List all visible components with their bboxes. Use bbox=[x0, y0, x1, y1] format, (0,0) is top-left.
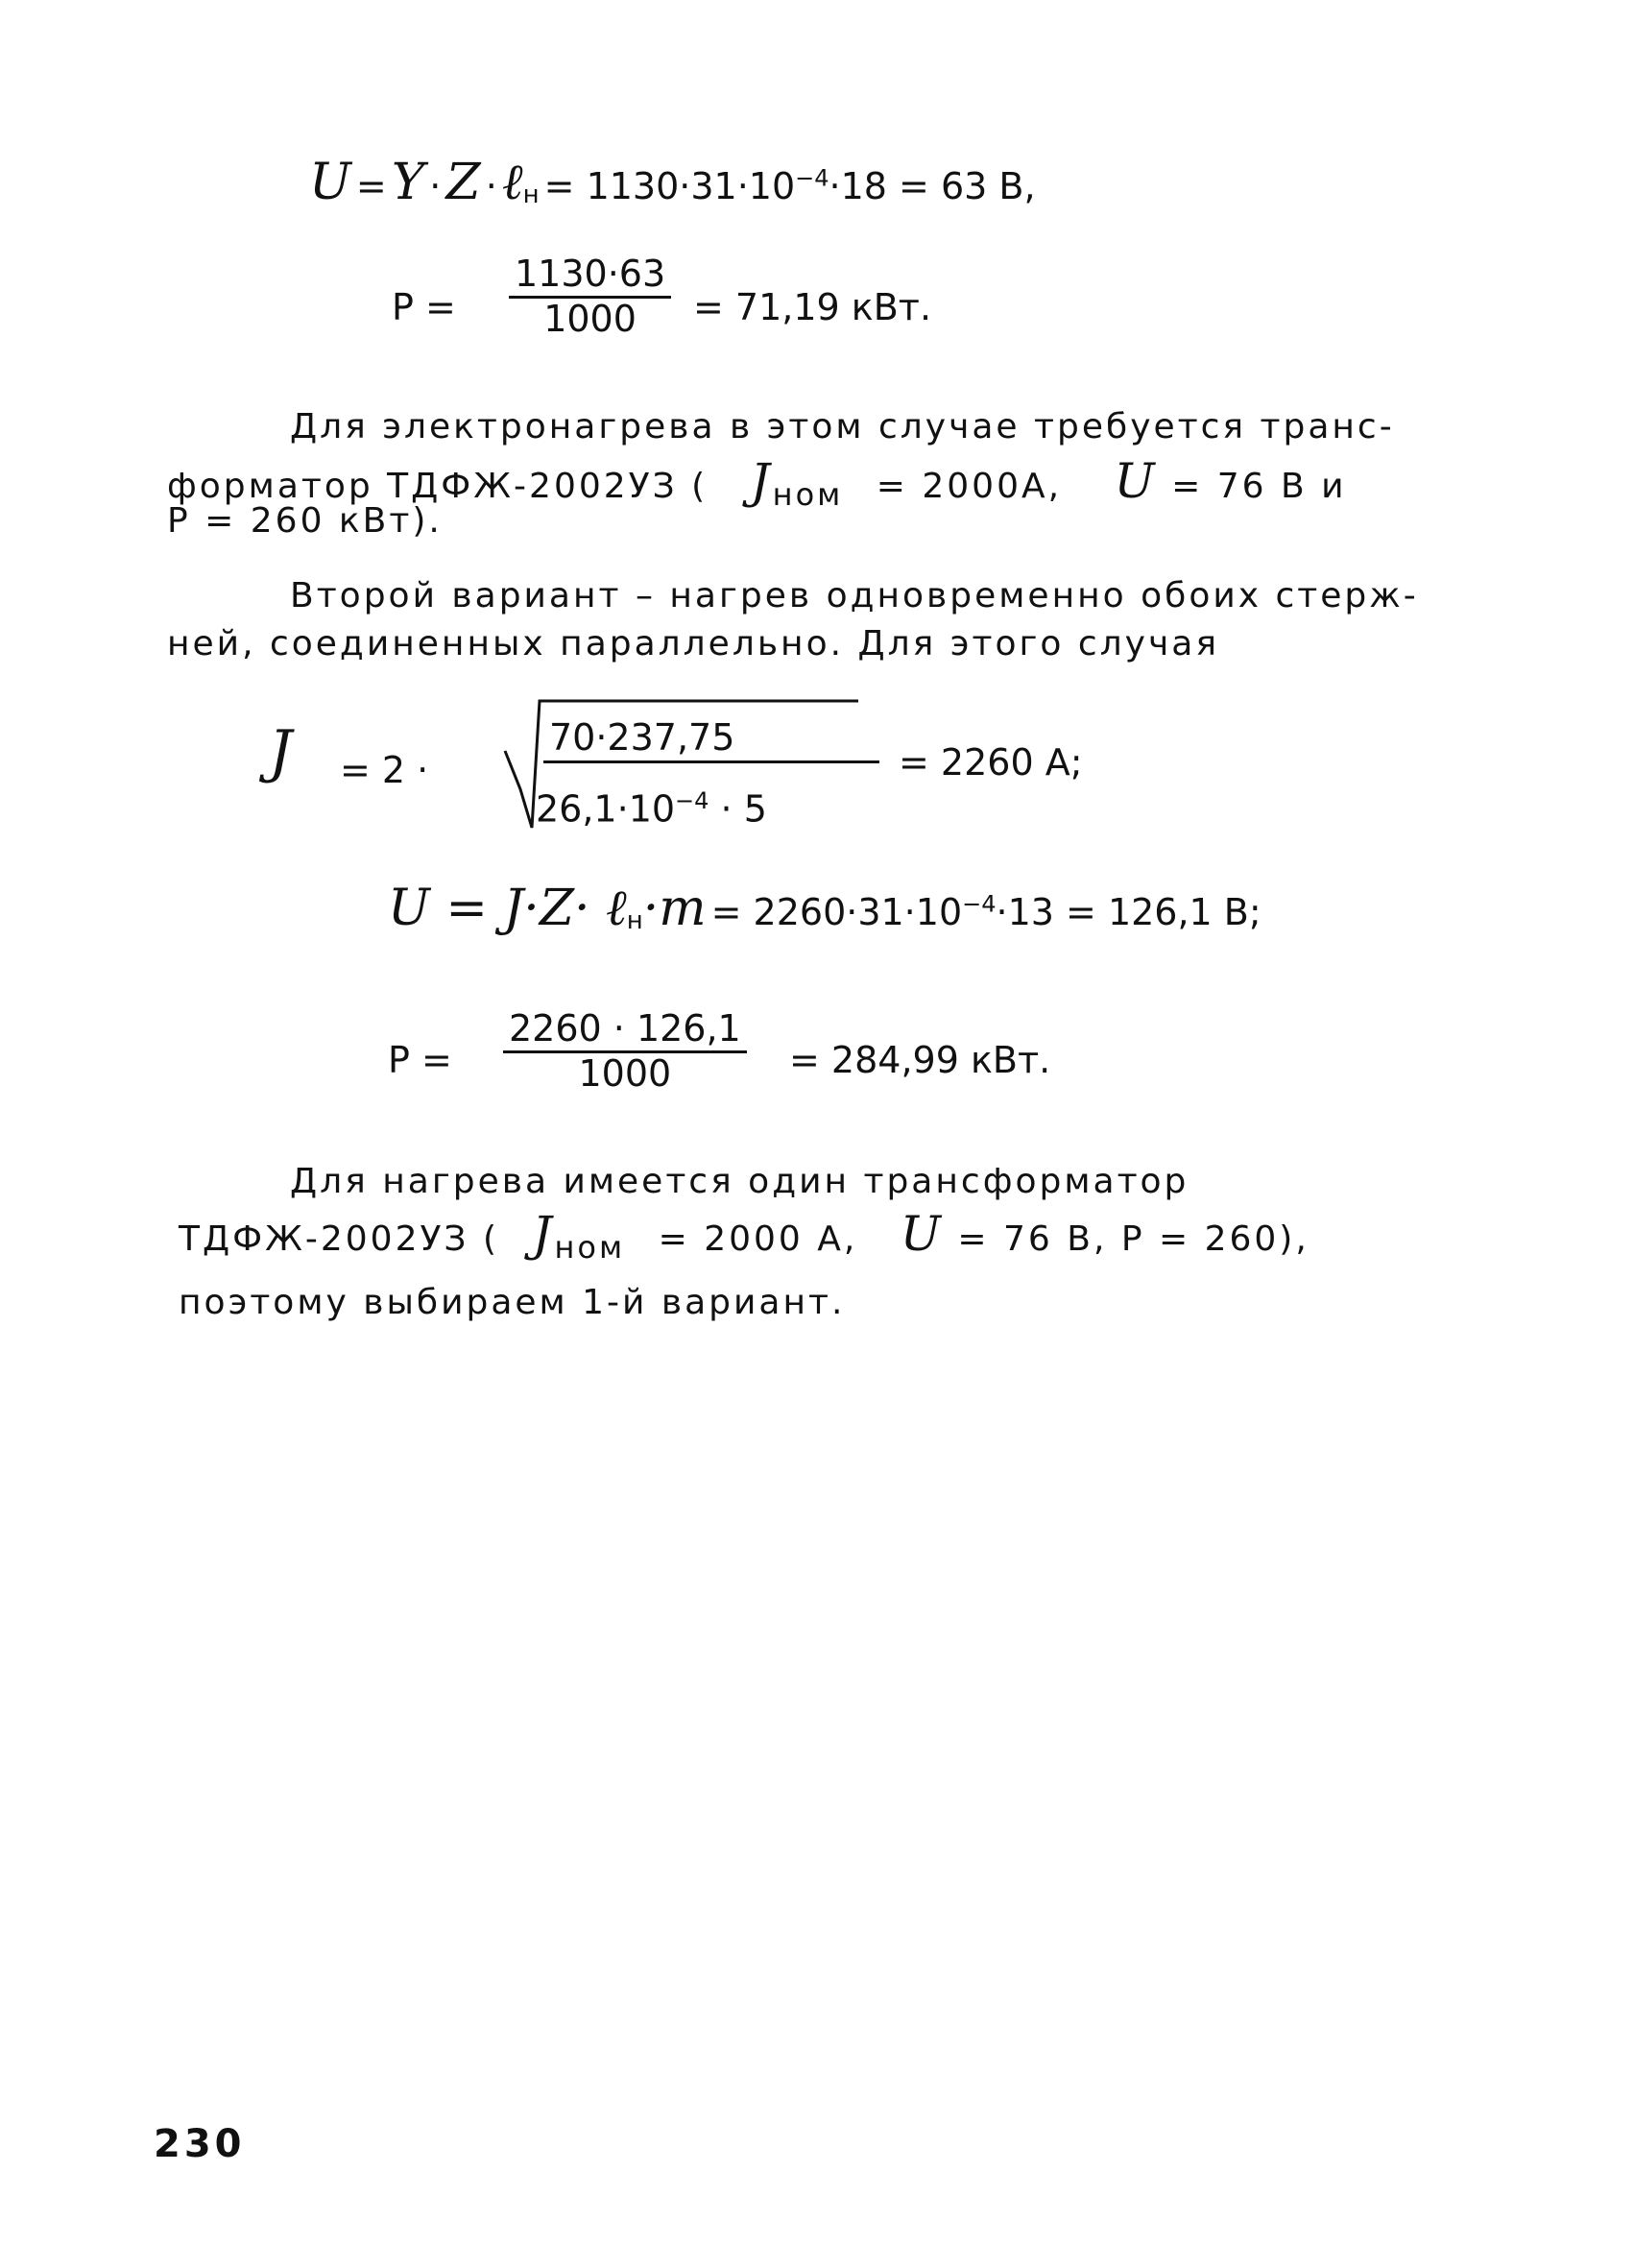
symbol-U: U bbox=[309, 154, 351, 211]
rhs-part-b: ·13 = 126,1 В; bbox=[996, 891, 1262, 933]
exponent: −4 bbox=[962, 890, 997, 918]
subscript-nom: ном bbox=[772, 476, 844, 514]
paragraph-3-line-3: поэтому выбираем 1-й вариант. bbox=[179, 1283, 846, 1322]
symbol-J: J bbox=[750, 453, 773, 509]
fraction-numerator: 1130·63 bbox=[509, 255, 671, 299]
symbol-Y: Y bbox=[391, 154, 425, 211]
dot-operator: · bbox=[485, 165, 497, 207]
denominator-factor: · 5 bbox=[720, 787, 767, 831]
rhs-part-b: ·18 = 63 В, bbox=[829, 165, 1036, 207]
exponent: −4 bbox=[795, 164, 829, 192]
fraction-denominator: 1000 bbox=[578, 1051, 672, 1095]
symbol-U: U bbox=[900, 1206, 944, 1262]
current-result: = 2260 А; bbox=[899, 741, 1083, 784]
power-result: = 71,19 кВт. bbox=[693, 286, 932, 328]
power-label: P = bbox=[388, 1039, 452, 1081]
symbol-Z: Z bbox=[445, 154, 481, 211]
symbol-m: ·m bbox=[642, 880, 707, 937]
power-fraction-2 bbox=[503, 1007, 747, 1095]
dot-operator: · bbox=[429, 165, 442, 207]
text-run: = 76 В и bbox=[1171, 467, 1347, 506]
fraction-numerator: 2260 · 126,1 bbox=[503, 1010, 747, 1053]
paragraph-1-line-1: Для электронагрева в этом случае требуется транс- bbox=[290, 407, 1395, 446]
subscript-n: н bbox=[522, 181, 540, 210]
subscript-nom: ном bbox=[554, 1229, 626, 1267]
rhs-part-a: = 2260·31·10 bbox=[710, 891, 963, 933]
symbol-J: J bbox=[269, 718, 293, 785]
text-run: ТДФЖ-2002УЗ ( bbox=[179, 1219, 499, 1259]
text-run: = 2000 А, bbox=[658, 1219, 858, 1259]
text-run: = 2000А, bbox=[876, 467, 1063, 506]
paragraph-3-line-1: Для нагрева имеется один трансформатор bbox=[290, 1162, 1189, 1201]
symbol-J: J bbox=[532, 1206, 555, 1262]
fraction-denominator: 1000 bbox=[543, 297, 637, 340]
symbol-U: U bbox=[1114, 453, 1158, 509]
paragraph-3-line-2 bbox=[179, 1206, 1310, 1266]
formula-lhs: U = J·Z· ℓ bbox=[388, 880, 627, 937]
equals-sign: = bbox=[355, 165, 387, 207]
paragraph-1-line-3: Р = 260 кВт). bbox=[167, 501, 443, 541]
subscript-n: н bbox=[626, 906, 643, 936]
radical-denominator bbox=[536, 787, 767, 831]
text-run: форматор ТДФЖ-2002УЗ ( bbox=[167, 467, 709, 506]
radical-numerator: 70·237,75 bbox=[549, 716, 735, 759]
radical-fraction-bar bbox=[543, 760, 879, 763]
rhs-part-a: = 1130·31·10 bbox=[543, 165, 796, 207]
multiplier: = 2 · bbox=[340, 749, 429, 791]
paragraph-2-line-2: ней, соединенных параллельно. Для этого случая bbox=[167, 624, 1219, 664]
formula-rhs bbox=[544, 165, 1036, 207]
formula-voltage-1 bbox=[309, 154, 1036, 211]
exponent: −4 bbox=[675, 787, 709, 814]
page-number: 230 bbox=[154, 2122, 246, 2166]
denominator-base: 26,1·10 bbox=[536, 787, 676, 831]
power-result: = 284,99 кВт. bbox=[789, 1039, 1051, 1081]
text-run: = 76 В, Р = 260), bbox=[957, 1219, 1310, 1259]
formula-rhs bbox=[711, 891, 1262, 933]
symbol-l: ℓ bbox=[501, 154, 523, 211]
formula-voltage-2 bbox=[388, 880, 1262, 937]
power-label: P = bbox=[392, 286, 456, 328]
power-fraction-1 bbox=[509, 255, 671, 339]
paragraph-2-line-1: Второй вариант – нагрев одновременно обоих стерж- bbox=[290, 576, 1419, 615]
